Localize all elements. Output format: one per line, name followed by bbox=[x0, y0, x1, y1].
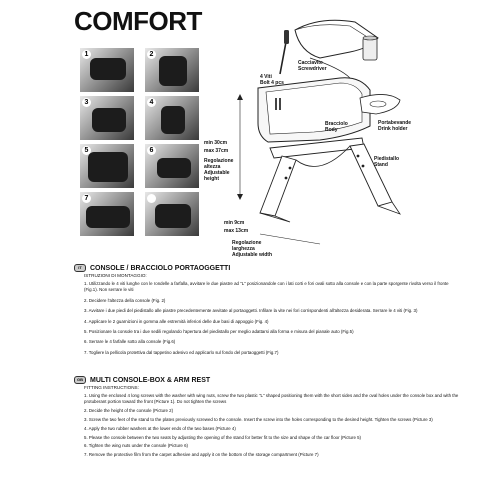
step-item: 4. Apply the two rubber washers at the lower ends of the two bases (Picture 4) bbox=[84, 425, 236, 431]
photo-number: 2 bbox=[147, 50, 156, 59]
label-stand: Piedistallo Stand bbox=[374, 156, 400, 168]
page-title: COMFORT bbox=[74, 6, 202, 36]
label-width-min: min 9cm bbox=[224, 220, 245, 226]
step-item: 1. Utilizzando le 4 viti lunghe con le rondelle a farfalla, avvitare le due piastre ad "L" posizionandole con i lati corti e fori ovali sotto alla console e con la parte sporgente rivolta verso il fronte (Fig.1). Non serrare le viti bbox=[84, 281, 449, 293]
section-heading-gb bbox=[74, 376, 210, 384]
heading-text: MULTI CONSOLE-BOX & ARM REST bbox=[90, 376, 211, 384]
instruction-photo-2 bbox=[145, 48, 199, 92]
label-height-min: min 30cm bbox=[204, 140, 228, 146]
step-item: 2. Decide the height of the console (Picture 2) bbox=[84, 408, 174, 414]
label-width-max: max 13cm bbox=[224, 228, 249, 234]
steps-gb bbox=[84, 393, 459, 461]
label-width-adjust: Regolazione larghezza Adjustable width bbox=[232, 240, 272, 258]
step-item: 6. Serrare le 4 farfalle sotto alla console (Fig.6) bbox=[84, 339, 176, 345]
step-item: 3. Avvitare i due piedi del piedistallo alle piastre precedentemente avvitate al portaoggetti. Infilare la vite nei fori corrispondenti all'altezza desiderata. Serrare le 4 viti (Fig. 3) bbox=[84, 308, 418, 314]
flag-gb: GB bbox=[74, 376, 86, 384]
instruction-photo-4 bbox=[145, 96, 199, 140]
instruction-photo-6 bbox=[145, 144, 199, 188]
subheading-it: ISTRUZIONI DI MONTAGGIO: bbox=[84, 273, 147, 278]
step-item: 4. Applicare le 2 guarnizioni in gomma alle estremità inferiori delle due basi di appoggio (Fig. 4) bbox=[84, 318, 269, 324]
label-height-adjust: Regolazione altezza Adjustable height bbox=[204, 158, 234, 182]
step-item: 7. Remove the protective film from the carpet adhesive and apply it on the bottom of the storage compartment (Picture 7) bbox=[84, 452, 319, 458]
instruction-photo-1 bbox=[80, 48, 134, 92]
photo-number: 6 bbox=[147, 146, 156, 155]
label-armrest-body: Bracciolo Body bbox=[325, 121, 348, 133]
section-heading-it bbox=[74, 264, 230, 272]
label-drink-holder: Portabevande Drink holder bbox=[378, 120, 412, 132]
heading-text: CONSOLE / BRACCIOLO PORTAOGGETTI bbox=[90, 264, 231, 272]
step-item: 6. Tighten the wing nuts under the console (Picture 6) bbox=[84, 443, 188, 449]
photo-number: 7 bbox=[82, 194, 91, 203]
label-screwdriver: Cacciavite Screwdriver bbox=[298, 60, 327, 72]
instruction-photo-8 bbox=[145, 192, 199, 236]
product-diagram bbox=[200, 8, 500, 263]
flag-it: IT bbox=[74, 264, 86, 272]
photo-number: 3 bbox=[82, 98, 91, 107]
step-item: 5. Please the console between the two seats by adjusting the opening of the stand for better fit to the size and shape of the car floor (Picture 5) bbox=[84, 434, 362, 440]
photo-number bbox=[147, 194, 156, 203]
steps-it bbox=[84, 281, 459, 360]
photo-number: 5 bbox=[82, 146, 91, 155]
label-screws: 4 Viti Bolt 4 pcs bbox=[260, 74, 284, 86]
armrest-drawing bbox=[200, 8, 500, 263]
step-item: 7. Togliere la pellicola protettiva dal tappetino adesivo ed applicarlo sul fondo del portaoggetti (Fig.7) bbox=[84, 349, 279, 355]
step-item: 5. Posizionare la console tra i due sedili regolando l'apertura del piedistallo per meglio adattarsi alla forma e misura del pianale auto (Fig.5) bbox=[84, 329, 354, 335]
instruction-photo-5 bbox=[80, 144, 134, 188]
step-item: 2. Decidere l'altezza della console (Fig. 2) bbox=[84, 297, 166, 303]
photo-number: 1 bbox=[82, 50, 91, 59]
step-item: 3. Screw the two feet of the stand to the plates previously screwed to the console. Insert the screw into the holes corresponding to the desired height. Tighten the screws (Picture 3) bbox=[84, 417, 433, 422]
subheading-gb: FITTING INSTRUCTIONS: bbox=[84, 385, 139, 390]
step-item: 1. Using the enclosed 4 long screws with the washer with wing nuts, screw the two plastic "L" shaped positioning them with the short sides and the oval holes under the console box and with the protuberant portion toward the front (Picture 1). Do not tighten the screws bbox=[84, 393, 459, 405]
instruction-photo-7 bbox=[80, 192, 134, 236]
photo-number: 4 bbox=[147, 98, 156, 107]
label-height-max: max 37cm bbox=[204, 148, 229, 154]
instruction-photo-3 bbox=[80, 96, 134, 140]
